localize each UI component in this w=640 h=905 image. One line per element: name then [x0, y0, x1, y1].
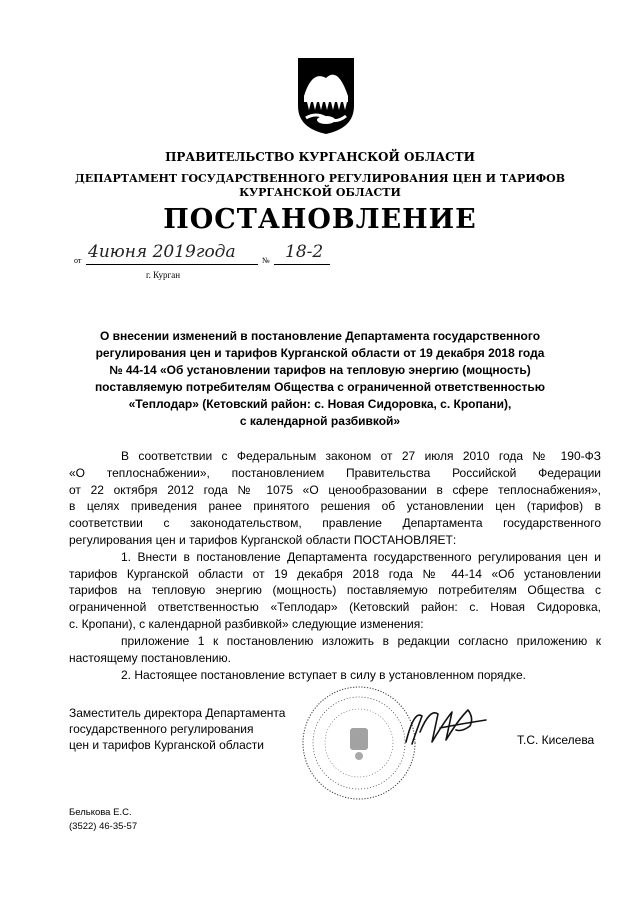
body-line: в целях приведения ранее принятого решения об установлении цен (тарифов) в [69, 499, 601, 513]
subject-line: с календарной разбивкой» [239, 414, 401, 428]
body-line: с. Кропани), с календарной разбивкой» следующие изменения: [69, 617, 424, 631]
city-label: г. Курган [146, 270, 181, 280]
document-title: ПОСТАНОВЛЕНИЕ [163, 204, 477, 235]
department-name-line1: ДЕПАРТАМЕНТ ГОСУДАРСТВЕННОГО РЕГУЛИРОВАНИЯ ЦЕН И ТАРИФОВ [74, 172, 566, 185]
body-line: приложение 1 к постановлению изложить в редакции согласно приложению к [121, 634, 601, 648]
number-underline [274, 264, 330, 265]
body-line: от 22 октября 2012 года № 1075 «О ценообразовании в сфере теплоснабжения», [69, 483, 601, 497]
coat-of-arms-emblem [296, 56, 356, 136]
handwritten-signature [400, 702, 490, 750]
executor-name: Белькова Е.С. [69, 807, 132, 818]
executor-phone: (3522) 46-35-57 [69, 821, 138, 832]
body-line: настоящему постановлению. [69, 651, 231, 665]
handwritten-date: 4июня 2019года [88, 242, 236, 262]
body-line: тарифов Курганской области от 19 декабря 2018 года № 44-14 «Об установлении [69, 567, 601, 581]
subject-line: «Теплодар» (Кетовский район: с. Новая Сидоровка, с. Кропани), [128, 397, 512, 411]
department-name-line2: КУРГАНСКОЙ ОБЛАСТИ [239, 186, 401, 199]
body-line: 2. Настоящее постановление вступает в силу в установленном порядке. [121, 668, 526, 682]
body-line: тарифов на тепловую энергию (мощность) поставляемую потребителям Общества с [69, 583, 601, 597]
body-line: В соответствии с Федеральным законом от 27 июля 2010 года № 190-ФЗ [121, 449, 601, 463]
signer-position-line2: государственного регулирования [69, 722, 254, 736]
body-line: ограниченной ответственностью «Теплодар» (Кетовский район: с. Новая Сидоровка, [69, 600, 601, 614]
signer-position-line1: Заместитель директора Департамента [69, 706, 286, 720]
government-name: ПРАВИТЕЛЬСТВО КУРГАНСКОЙ ОБЛАСТИ [165, 150, 475, 164]
subject-line: регулирования цен и тарифов Курганской области от 19 декабря 2018 года [95, 346, 545, 360]
subject-line: поставляемую потребителям Общества с ограниченной ответственностью [94, 380, 546, 394]
signer-name: Т.С. Киселева [517, 733, 595, 747]
date-from-label: от [74, 256, 82, 265]
body-line: 1. Внести в постановление Департамента государственного регулирования цен и [121, 550, 601, 564]
body-line: «О теплоснабжении», постановлением Правительства Российской Федерации [69, 466, 601, 480]
number-label: № [262, 256, 270, 265]
date-underline [86, 264, 258, 265]
signer-position-line3: цен и тарифов Курганской области [69, 738, 264, 752]
subject-line: О внесении изменений в постановление Департамента государственного [99, 329, 541, 343]
body-line: регулирования цен и тарифов Курганской области ПОСТАНОВЛЯЕТ: [69, 533, 457, 547]
handwritten-number: 18-2 [285, 242, 324, 262]
subject-line: № 44-14 «Об установлении тарифов на тепловую энергию (мощность) [109, 363, 531, 377]
body-line: соответствии с законодательством, правление Департамента государственного [69, 516, 601, 530]
